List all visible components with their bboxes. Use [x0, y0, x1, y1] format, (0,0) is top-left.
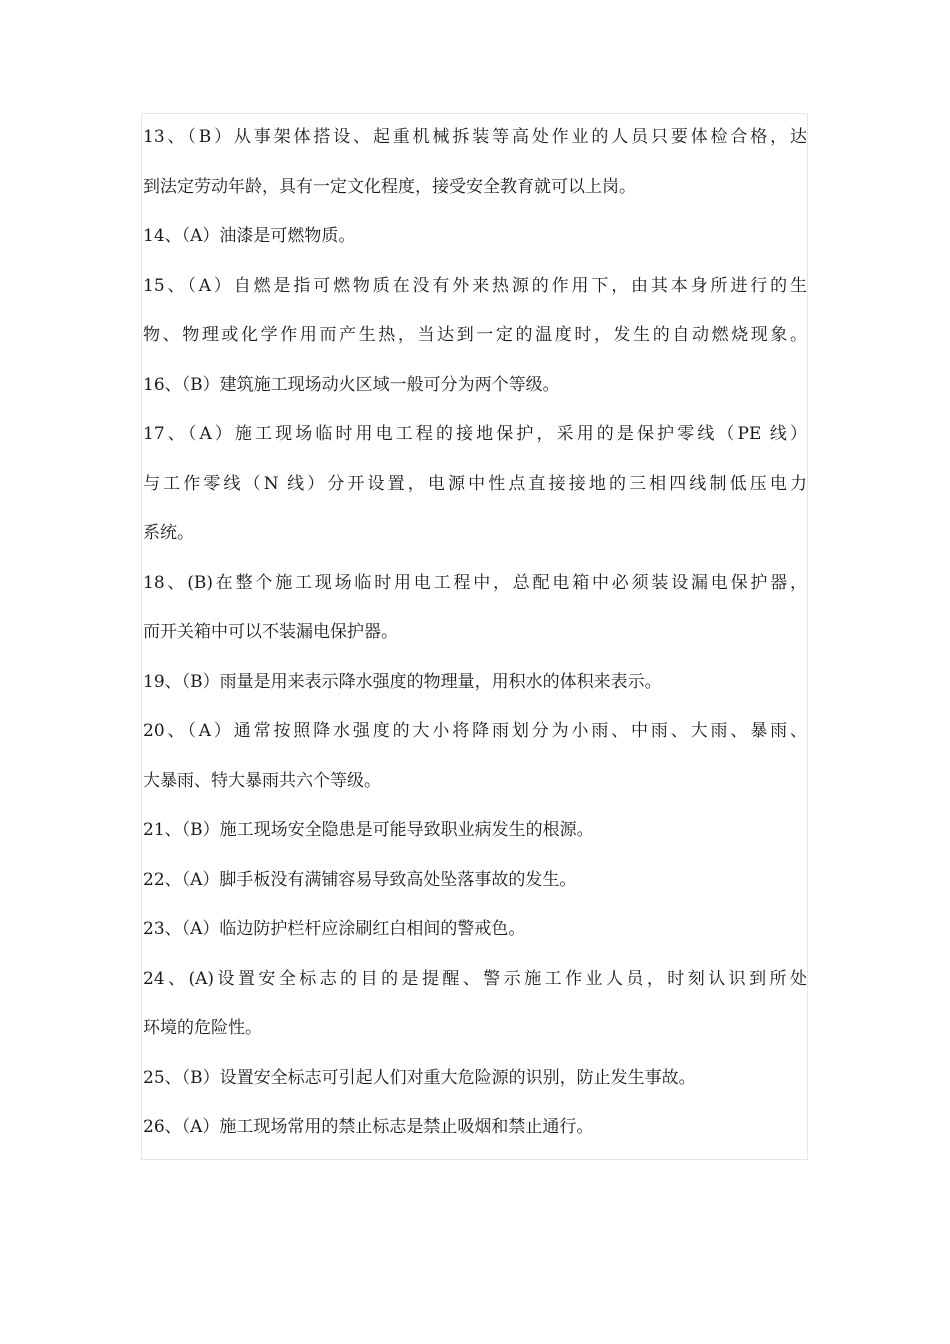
- text-line: 18、(B)在整个施工现场临时用电工程中，总配电箱中必须装设漏电保护器，: [143, 572, 807, 593]
- text-line: 22、（A）脚手板没有满铺容易导致高处坠落事故的发生。: [143, 869, 577, 890]
- document-body: [143, 113, 807, 1153]
- text-line: 15、（A）自燃是指可燃物质在没有外来热源的作用下，由其本身所进行的生: [143, 275, 807, 296]
- text-line: 17、（A）施工现场临时用电工程的接地保护，采用的是保护零线（PE 线）: [143, 424, 807, 444]
- text-line: 环境的危险性。: [143, 1018, 262, 1038]
- text-line: 系统。: [143, 523, 194, 543]
- text-line: 23、（A）临边防护栏杆应涂刷红白相间的警戒色。: [143, 919, 526, 939]
- text-line: 26、（A）施工现场常用的禁止标志是禁止吸烟和禁止通行。: [143, 1117, 594, 1137]
- text-line: 21、（B）施工现场安全隐患是可能导致职业病发生的根源。: [143, 820, 594, 840]
- text-line: 14、（A）油漆是可燃物质。: [143, 226, 356, 246]
- text-line: 13、（B）从事架体搭设、起重机械拆装等高处作业的人员只要体检合格，达: [143, 127, 807, 147]
- text-line: 20、（A）通常按照降水强度的大小将降雨划分为小雨、中雨、大雨、暴雨、: [143, 721, 807, 741]
- text-line: 与工作零线（N 线）分开设置，电源中性点直接接地的三相四线制低压电力: [143, 473, 807, 494]
- text-line: 而开关箱中可以不装漏电保护器。: [143, 622, 398, 642]
- text-line: 25、（B）设置安全标志可引起人们对重大危险源的识别，防止发生事故。: [143, 1067, 696, 1088]
- text-line: 24、(A)设置安全标志的目的是提醒、警示施工作业人员，时刻认识到所处: [143, 968, 807, 989]
- text-line: 16、（B）建筑施工现场动火区域一般可分为两个等级。: [143, 374, 560, 395]
- text-line: 19、（B）雨量是用来表示降水强度的物理量，用积水的体积来表示。: [143, 671, 662, 692]
- text-line: 大暴雨、特大暴雨共六个等级。: [143, 770, 381, 791]
- text-line: 物、物理或化学作用而产生热，当达到一定的温度时，发生的自动燃烧现象。: [143, 325, 807, 345]
- text-line: 到法定劳动年龄，具有一定文化程度，接受安全教育就可以上岗。: [143, 176, 636, 197]
